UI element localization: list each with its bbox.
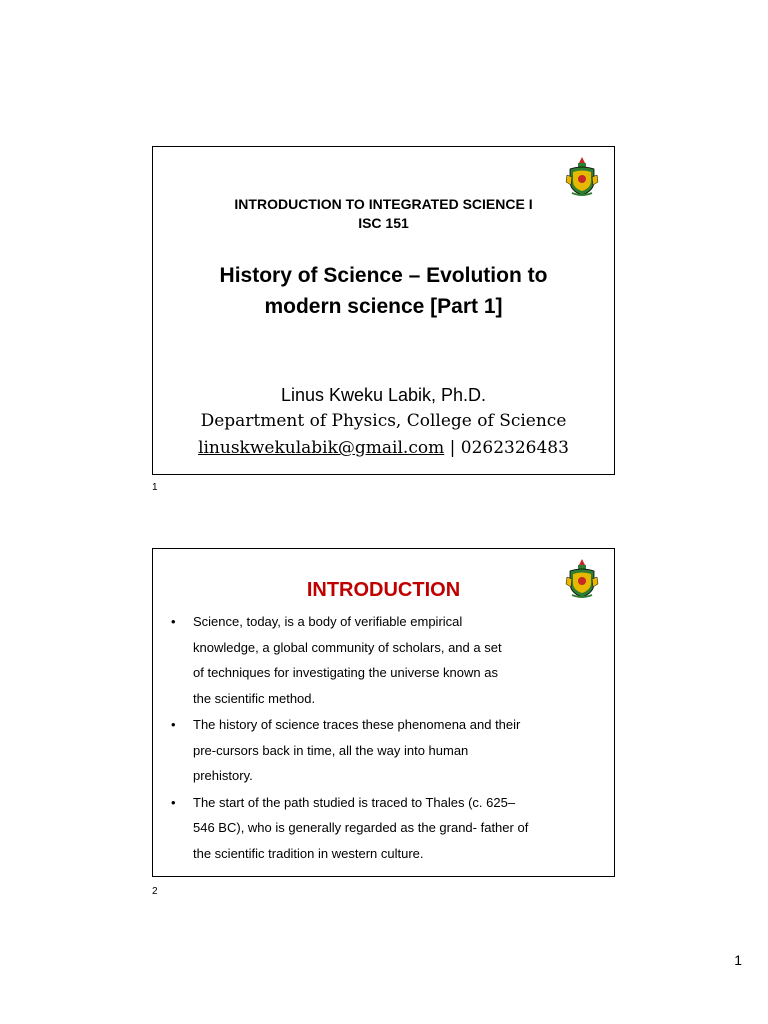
bullet-list xyxy=(171,609,601,867)
slide-1 xyxy=(152,146,615,475)
bullet-line: prehistory. xyxy=(193,768,253,783)
bullet-item xyxy=(171,790,601,867)
bullet-line: pre-cursors back in time, all the way into human xyxy=(193,742,469,758)
course-code: ISC 151 xyxy=(358,215,409,231)
section-heading: INTRODUCTION xyxy=(306,579,461,601)
slide-number-2: 2 xyxy=(152,886,158,897)
bullet-line: the scientific method. xyxy=(193,690,316,706)
course-heading xyxy=(153,195,614,233)
bullet-marker: • xyxy=(171,717,176,732)
course-title: INTRODUCTION TO INTEGRATED SCIENCE I xyxy=(234,196,533,212)
slide-2 xyxy=(152,548,615,877)
contact-line xyxy=(153,437,614,459)
bullet-line: The history of science traces these phenomena and their xyxy=(193,717,521,732)
bullet-line: knowledge, a global community of scholars, and a set xyxy=(193,639,502,655)
contact-separator: | xyxy=(444,438,461,458)
bullet-line: of techniques for investigating the universe known as xyxy=(193,665,498,680)
bullet-marker: • xyxy=(171,614,176,629)
email-link[interactable]: linuskwekulabik@gmail.com xyxy=(198,438,445,458)
bullet-item xyxy=(171,609,601,711)
phone-number: 0262326483 xyxy=(460,438,569,458)
department: Department of Physics, College of Science xyxy=(200,411,567,431)
lecture-title-line-2: modern science [Part 1] xyxy=(264,295,503,318)
bullet-line: Science, today, is a body of verifiable empirical xyxy=(193,614,463,629)
bullet-marker: • xyxy=(171,794,176,810)
lecture-title-line-1: History of Science – Evolution to xyxy=(219,264,548,287)
page-number: 1 xyxy=(734,952,742,968)
bullet-line: the scientific tradition in western culture. xyxy=(193,845,424,861)
author-name: Linus Kweku Labik, Ph.D. xyxy=(280,385,487,405)
bullet-item xyxy=(171,712,601,789)
slide-number-1: 1 xyxy=(152,482,158,493)
university-crest-icon xyxy=(564,155,600,197)
bullet-line: 546 BC), who is generally regarded as the grand- father of xyxy=(193,820,529,835)
lecture-title xyxy=(153,260,614,322)
bullet-line: The start of the path studied is traced to Thales (c. 625– xyxy=(193,794,516,810)
